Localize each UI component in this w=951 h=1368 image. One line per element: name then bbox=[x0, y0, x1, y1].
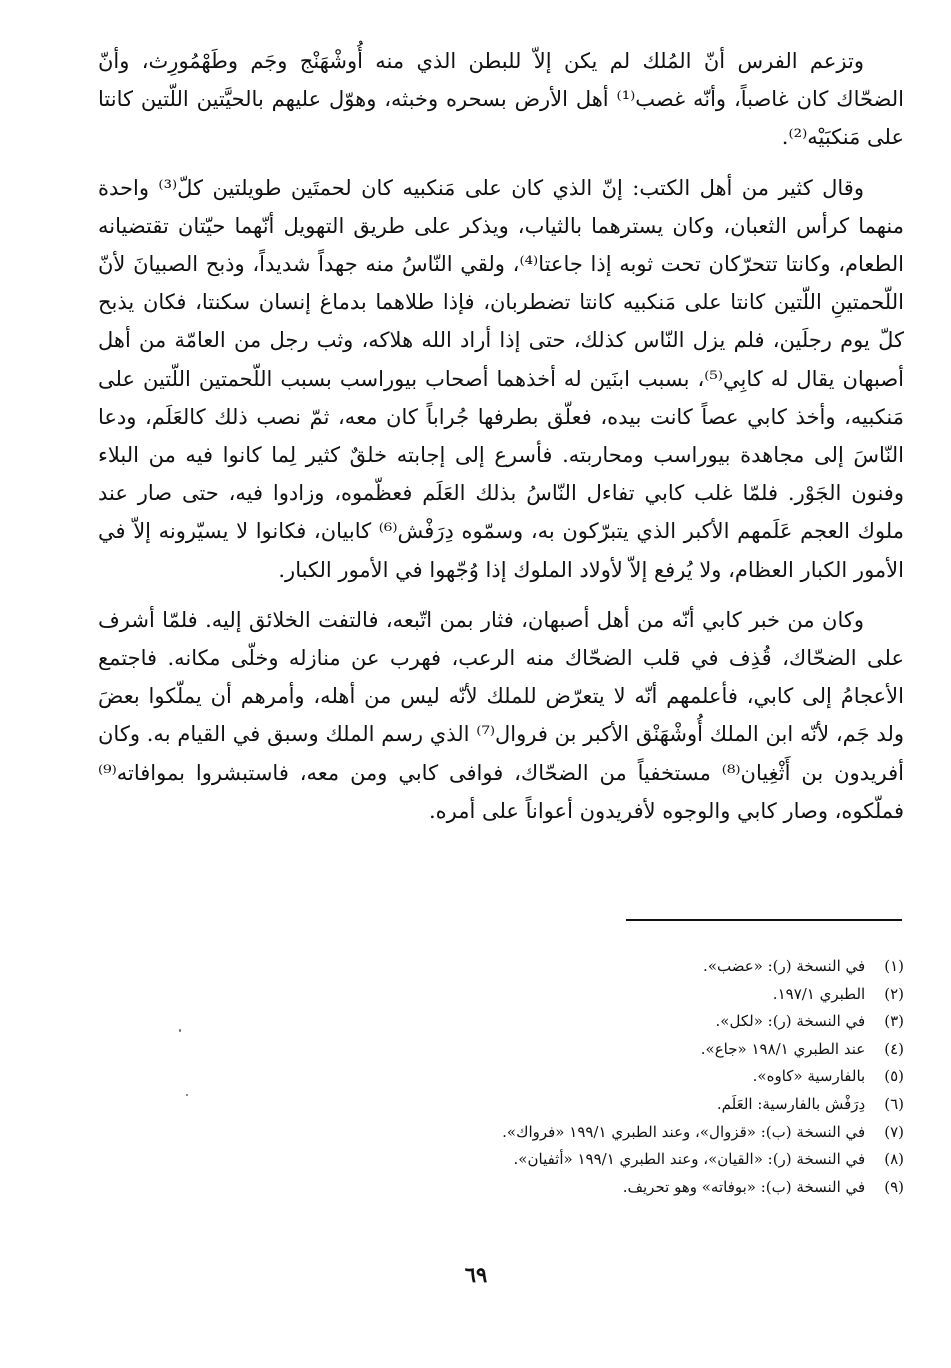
footnote-6 bbox=[300, 1091, 904, 1119]
footnotes bbox=[300, 953, 904, 1201]
paragraph-1: وتزعم الفرس أنّ المُلك لم يكن إلاّ للبطن الذي منه أُوشْهَنْج وجَم وطَهْمُورِث، وأنّ الضحّاك كان غاصباً، وأنّه غصب⁽¹⁾ أهل الأرض بسحره وخبثه، وهوّل عليهم بالحيَّتين اللّتين كانتا على مَنكبَيْه⁽²⁾. bbox=[98, 49, 904, 150]
footnote-3 bbox=[300, 1008, 904, 1036]
footnote-7 bbox=[300, 1119, 904, 1147]
footnote-number: (٦) bbox=[884, 1094, 904, 1113]
footnote-text: في النسخة (ر): «عضب». bbox=[703, 957, 866, 975]
footnote-number: (٩) bbox=[884, 1177, 904, 1196]
footnote-text: دِرَفْش بالفارسية: العَلَم. bbox=[716, 1094, 866, 1113]
footnote-number: (٨) bbox=[884, 1150, 904, 1169]
footnote-text: في النسخة (ب): «بوفاته» وهو تحريف. bbox=[622, 1177, 866, 1196]
page-number: ٦٩ bbox=[464, 1262, 488, 1287]
footnote-text: بالفارسية «كاوه». bbox=[752, 1067, 866, 1086]
paragraph-2: وقال كثير من أهل الكتب: إنّ الذي كان على مَنكبيه كان لحمتَين طويلتين كلّ⁽³⁾ واحدة منهما كرأس الثعبان، وكان يسترهما بالثياب، ويذكر على طريق التهويل أنّهما حيّتان تقتضيانه الطعام، وكانتا تتحرّكان تحت ثوبه إذا جاعتا⁽⁴⁾، ولقي النّاسُ منه جهداً شديداً، وذبح الصبيانَ لأنّ اللّحمتينِ اللّتين كانتا على مَنكبيه كانتا تضطربان، فإذا طلاهما بدماغ إنسان سكنتا، فكان يذبح كلّ يوم رجلَين، فلم يزل النّاس كذلك، حتى إذا أراد الله هلاكه، وثب رجل من العامّة من أهل أصبهان يقال له كابِي⁽⁵⁾، بسبب ابنَين له أخذهما أصحاب بيوراسب بسبب اللّحمتين اللّتين على مَنكبيه، وأخذ كابي عصاً كانت بيده، فعلّق بطرفها جُراباً كان معه، ثمّ نصب ذلك كالعَلَم، ودعا النّاسَ إلى مجاهدة بيوراسب ومحاربته. فأسرع إلى إجابته خلقٌ كثير لِما كانوا فيه من البلاء وفنون الجَوْر. فلمّا غلب كابي تفاءل النّاسُ بذلك العَلَم فعظّموه، وزادوا فيه، حتى صار عند ملوك العجم عَلَمهم الأكبر الذي يتبرّكون به، وسمّوه دِرَفْش⁽⁶⁾ كابيان، فكانوا لا يسيّرونه إلاّ في الأمور الكبار العظام، ولا يُرفع إلاّ لأولاد الملوك إذا وُجّهوا في الأمور الكبار. bbox=[98, 175, 904, 582]
paragraph-3: وكان من خبر كابي أنّه من أهل أصبهان، فثار بمن اتّبعه، فالتفت الخلائق إليه. فلمّا أشرف على الضحّاك، قُذِف في قلب الضحّاك منه الرعب، فهرب عن منازله وخلّى مكانه. فاجتمع الأعجامُ إلى كابي، فأعلمهم أنّه لا يتعرّض للملك لأنّه ليس من أهله، وأمرهم أن يملّكوا بعضَ ولد جَم، لأنّه ابن الملك أُوشْهَنْق الأكبر بن فروال⁽⁷⁾ الذي رسم الملك وسبق في القيام به. وكان أفريدون بن أَثْغِيان⁽⁸⁾ مستخفياً من الضحّاك، فوافى كابي ومن معه، فاستبشروا بموافاته⁽⁹⁾ فملّكوه، وصار كابي والوجوه لأفريدون أعواناً على أمره. bbox=[98, 607, 904, 823]
footnote-text: عند الطبري ١٩٨/١ «جاع». bbox=[700, 1039, 866, 1058]
footnote-number: (٢) bbox=[884, 984, 904, 1003]
footnote-number: (١) bbox=[884, 957, 904, 975]
footnote-number: (٤) bbox=[884, 1039, 904, 1058]
footnote-8 bbox=[300, 1146, 904, 1174]
footnote-9 bbox=[300, 1174, 904, 1202]
footnote-number: (٧) bbox=[884, 1122, 904, 1141]
footnote-2 bbox=[300, 981, 904, 1009]
footnote-text: في النسخة (ر): «لكل». bbox=[715, 1012, 866, 1031]
footnote-text: الطبري ١٩٧/١. bbox=[772, 984, 866, 1003]
footnote-1 bbox=[300, 953, 904, 981]
scan-speck bbox=[179, 1029, 181, 1032]
footnote-text: في النسخة (ر): «القيان»، وعند الطبري ١٩٩/١ «أثفيان». bbox=[513, 1150, 866, 1169]
footnote-number: (٥) bbox=[884, 1067, 904, 1086]
footnote-4 bbox=[300, 1036, 904, 1064]
scan-speck bbox=[186, 1094, 188, 1096]
footnote-text: في النسخة (ب): «قزوال»، وعند الطبري ١٩٩/١ «فرواك». bbox=[502, 1122, 866, 1141]
footnote-number: (٣) bbox=[884, 1012, 904, 1031]
footnote-divider bbox=[626, 919, 902, 921]
main-text bbox=[98, 42, 904, 842]
footnote-5 bbox=[300, 1063, 904, 1091]
